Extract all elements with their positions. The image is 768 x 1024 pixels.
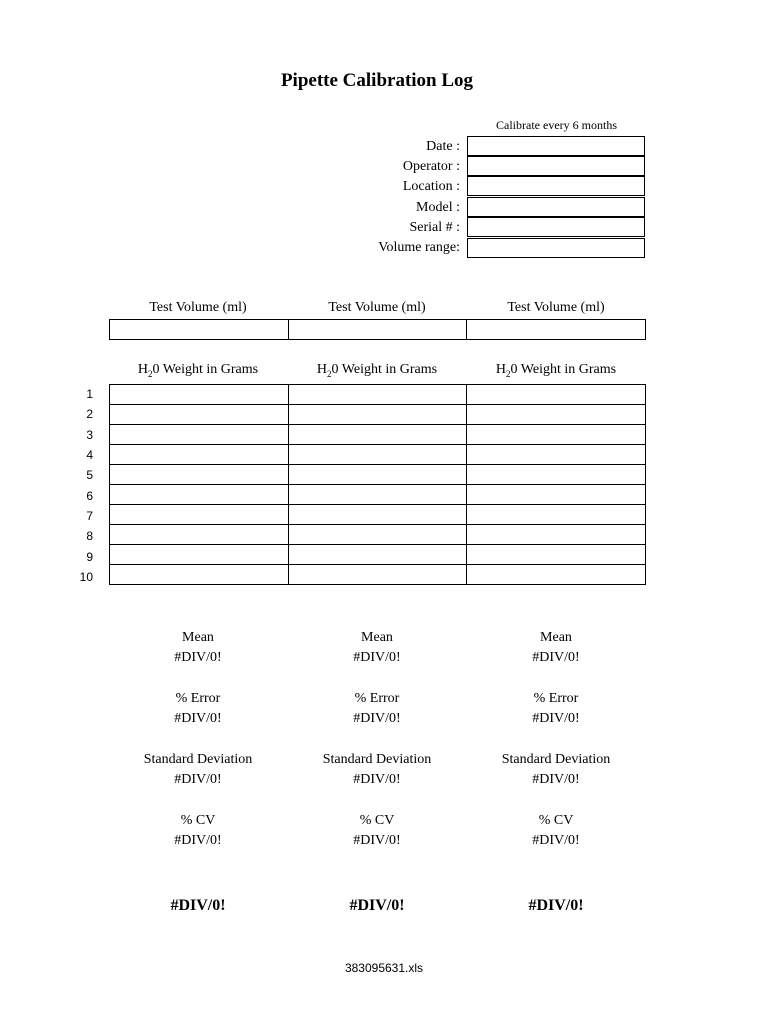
error-label-1: % Error xyxy=(175,691,221,706)
operator-label: Operator : xyxy=(402,159,460,174)
row-number: 5 xyxy=(86,468,93,482)
test-volume-header-1: Test Volume (ml) xyxy=(149,300,247,315)
table-row xyxy=(110,405,646,425)
date-field[interactable] xyxy=(467,136,645,156)
weight-header-3 xyxy=(467,362,645,379)
weight-table xyxy=(109,384,646,585)
weight-cell[interactable] xyxy=(110,485,289,505)
row-number: 2 xyxy=(86,407,93,421)
weight-cell[interactable] xyxy=(467,425,646,445)
date-label: Date : xyxy=(426,139,460,154)
table-row xyxy=(110,545,646,565)
row-number: 6 xyxy=(86,489,93,503)
table-row xyxy=(110,385,646,405)
error-value-2: #DIV/0! xyxy=(353,711,401,726)
weight-cell[interactable] xyxy=(467,525,646,545)
weight-cell[interactable] xyxy=(467,545,646,565)
weight-cell[interactable] xyxy=(288,525,467,545)
weight-cell[interactable] xyxy=(288,385,467,405)
weight-cell[interactable] xyxy=(467,465,646,485)
weight-cell[interactable] xyxy=(110,425,289,445)
weight-cell[interactable] xyxy=(288,565,467,585)
weight-header-subscript: 2 xyxy=(506,368,511,379)
error-value-1: #DIV/0! xyxy=(174,711,222,726)
cv-label-3: % CV xyxy=(538,813,574,828)
std-dev-label-3: Standard Deviation xyxy=(501,752,611,767)
weight-cell[interactable] xyxy=(288,445,467,465)
model-field[interactable] xyxy=(467,197,645,217)
std-dev-label-1: Standard Deviation xyxy=(143,752,253,767)
test-volume-row xyxy=(109,319,646,340)
test-volume-cell-1[interactable] xyxy=(110,320,289,339)
weight-cell[interactable] xyxy=(467,505,646,525)
weight-cell[interactable] xyxy=(288,505,467,525)
cv-value-1: #DIV/0! xyxy=(174,833,222,848)
table-row xyxy=(110,425,646,445)
final-result-1: #DIV/0! xyxy=(170,897,226,914)
row-number: 9 xyxy=(86,550,93,564)
page-title: Pipette Calibration Log xyxy=(280,70,474,91)
calibration-interval-note: Calibrate every 6 months xyxy=(496,118,617,132)
weight-cell[interactable] xyxy=(110,565,289,585)
weight-cell[interactable] xyxy=(110,505,289,525)
row-number: 7 xyxy=(86,509,93,523)
weight-cell[interactable] xyxy=(288,545,467,565)
mean-value-2: #DIV/0! xyxy=(353,650,401,665)
weight-cell[interactable] xyxy=(288,425,467,445)
std-dev-value-3: #DIV/0! xyxy=(532,772,580,787)
row-number: 10 xyxy=(79,570,93,584)
weight-cell[interactable] xyxy=(288,405,467,425)
final-result-2: #DIV/0! xyxy=(349,897,405,914)
test-volume-cell-2[interactable] xyxy=(289,320,468,339)
location-label: Location : xyxy=(402,179,460,194)
model-label: Model : xyxy=(416,200,460,215)
weight-cell[interactable] xyxy=(110,445,289,465)
serial-field[interactable] xyxy=(467,217,645,237)
table-row xyxy=(110,505,646,525)
volume-range-field[interactable] xyxy=(467,238,645,258)
weight-cell[interactable] xyxy=(110,385,289,405)
mean-value-3: #DIV/0! xyxy=(532,650,580,665)
error-label-2: % Error xyxy=(354,691,400,706)
table-row xyxy=(110,465,646,485)
test-volume-header-3: Test Volume (ml) xyxy=(507,300,605,315)
mean-label-2: Mean xyxy=(361,630,393,645)
operator-field[interactable] xyxy=(467,156,645,176)
weight-header-prefix: H xyxy=(137,362,149,377)
mean-label-3: Mean xyxy=(540,630,572,645)
weight-cell[interactable] xyxy=(110,465,289,485)
error-label-3: % Error xyxy=(533,691,579,706)
weight-header-subscript: 2 xyxy=(327,368,332,379)
table-row xyxy=(110,445,646,465)
cv-label-1: % CV xyxy=(180,813,216,828)
mean-label-1: Mean xyxy=(182,630,214,645)
weight-cell[interactable] xyxy=(110,405,289,425)
weight-header-suffix: 0 Weight in Grams xyxy=(510,362,617,377)
weight-cell[interactable] xyxy=(288,485,467,505)
serial-label: Serial # : xyxy=(409,220,460,235)
weight-header-1 xyxy=(109,362,287,379)
weight-header-prefix: H xyxy=(495,362,507,377)
row-number: 1 xyxy=(86,387,93,401)
weight-cell[interactable] xyxy=(467,565,646,585)
weight-header-suffix: 0 Weight in Grams xyxy=(152,362,259,377)
row-number: 3 xyxy=(86,428,93,442)
std-dev-value-1: #DIV/0! xyxy=(174,772,222,787)
table-row xyxy=(110,525,646,545)
std-dev-label-2: Standard Deviation xyxy=(322,752,432,767)
weight-cell[interactable] xyxy=(467,445,646,465)
volume-range-label: Volume range: xyxy=(378,240,460,255)
cv-value-3: #DIV/0! xyxy=(532,833,580,848)
weight-header-subscript: 2 xyxy=(148,368,153,379)
mean-value-1: #DIV/0! xyxy=(174,650,222,665)
weight-header-prefix: H xyxy=(316,362,328,377)
cv-value-2: #DIV/0! xyxy=(353,833,401,848)
table-row xyxy=(110,565,646,585)
cv-label-2: % CV xyxy=(359,813,395,828)
footer-filename: 383095631.xls xyxy=(344,961,424,975)
table-row xyxy=(110,485,646,505)
final-result-3: #DIV/0! xyxy=(528,897,584,914)
weight-cell[interactable] xyxy=(110,525,289,545)
row-number: 8 xyxy=(86,529,93,543)
test-volume-header-2: Test Volume (ml) xyxy=(328,300,426,315)
location-field[interactable] xyxy=(467,176,645,196)
weight-cell[interactable] xyxy=(110,545,289,565)
weight-cell[interactable] xyxy=(467,385,646,405)
weight-cell[interactable] xyxy=(467,405,646,425)
std-dev-value-2: #DIV/0! xyxy=(353,772,401,787)
error-value-3: #DIV/0! xyxy=(532,711,580,726)
weight-cell[interactable] xyxy=(288,465,467,485)
weight-header-2 xyxy=(288,362,466,379)
weight-header-suffix: 0 Weight in Grams xyxy=(331,362,438,377)
weight-cell[interactable] xyxy=(467,485,646,505)
row-number: 4 xyxy=(86,448,93,462)
test-volume-cell-3[interactable] xyxy=(467,320,645,339)
